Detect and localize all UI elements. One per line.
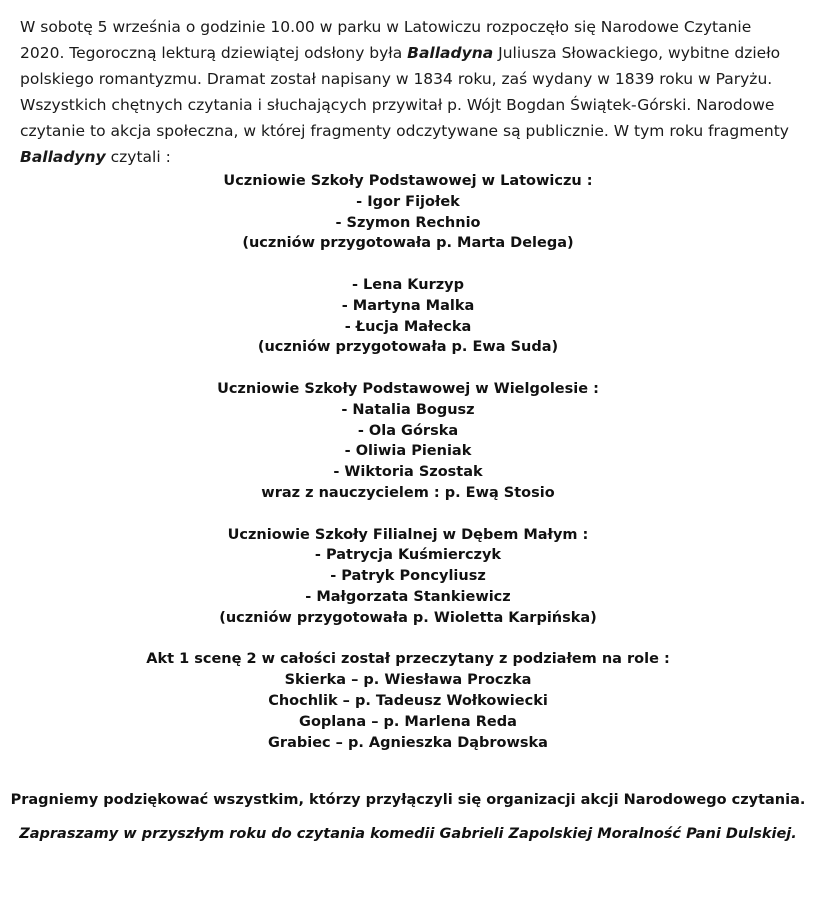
role-line: Skierka – p. Wiesława Proczka xyxy=(284,672,532,689)
intro-text-3: czytali : xyxy=(105,148,171,166)
role-line: Grabiec – p. Agnieszka Dąbrowska xyxy=(268,734,548,751)
spacer xyxy=(0,358,816,379)
reader-line: - Małgorzata Stankiewicz xyxy=(305,588,511,605)
role-line: Chochlik – p. Tadeusz Wołkowiecki xyxy=(268,692,548,709)
intro-paragraph xyxy=(20,14,800,170)
role-line: Goplana – p. Marlena Reda xyxy=(299,713,517,730)
group-heading: Uczniowie Szkoły Filialnej w Dębem Małym : xyxy=(227,526,589,543)
reader-line: - Natalia Bogusz xyxy=(341,401,475,418)
reader-line: - Patryk Poncyliusz xyxy=(330,568,486,585)
thanks-line: Pragniemy podziękować wszystkim, którzy przyłączyli się organizacji akcji Narodowego czytania. xyxy=(10,792,806,808)
intro-title-balladyna: Balladyna xyxy=(407,44,494,62)
teacher-note: (uczniów przygotowała p. Wioletta Karpińska) xyxy=(219,609,597,626)
reader-line: - Ola Górska xyxy=(357,422,459,439)
reader-line: - Oliwia Pieniak xyxy=(344,443,472,460)
teacher-note: (uczniów przygotowała p. Ewa Suda) xyxy=(257,339,559,356)
intro-title-balladyny: Balladyny xyxy=(20,148,106,166)
reader-line: - Szymon Rechnio xyxy=(335,214,481,231)
reader-line: - Lena Kurzyp xyxy=(351,276,465,293)
teacher-note: wraz z nauczycielem : p. Ewą Stosio xyxy=(261,484,555,501)
invite-line: Zapraszamy w przyszłym roku do czytania komedii Gabrieli Zapolskiej Moralność Pani Dulskiej. xyxy=(19,826,797,842)
reader-line: - Wiktoria Szostak xyxy=(333,464,483,481)
readers-list xyxy=(0,171,816,753)
reader-line: - Łucja Małecka xyxy=(344,318,472,335)
intro-text-2: Juliusza Słowackiego, wybitne dzieło polskiego romantyzmu. Dramat został napisany w 1834 roku, zaś wydany w 1839 roku w Paryżu. Wszystkich chętnych czytania i słuchających przywitał p. Wójt Bogdan Świątek-Górski. Narodowe czytanie to akcja społeczna, w której fragmenty odczytywane są publicznie. W tym roku fragmenty xyxy=(20,44,789,140)
group-heading: Uczniowie Szkoły Podstawowej w Wielgolesie : xyxy=(217,380,599,397)
reader-line: - Martyna Malka xyxy=(341,297,475,314)
spacer xyxy=(0,504,816,525)
intro-text-1: W sobotę 5 września o godzinie 10.00 w parku w Latowiczu rozpoczęło się Narodowe Czytanie 2020. Tegoroczną lekturą dziewiątej odsłony była xyxy=(20,18,752,62)
spacer xyxy=(0,629,816,650)
group-heading: Akt 1 scenę 2 w całości został przeczytany z podziałem na role : xyxy=(146,651,670,668)
reader-line: - Patrycja Kuśmierczyk xyxy=(314,547,502,564)
group-heading: Uczniowie Szkoły Podstawowej w Latowiczu : xyxy=(223,173,593,189)
reader-line: - Igor Fijołek xyxy=(356,193,460,210)
spacer xyxy=(0,254,816,275)
teacher-note: (uczniów przygotowała p. Marta Delega) xyxy=(242,235,574,252)
